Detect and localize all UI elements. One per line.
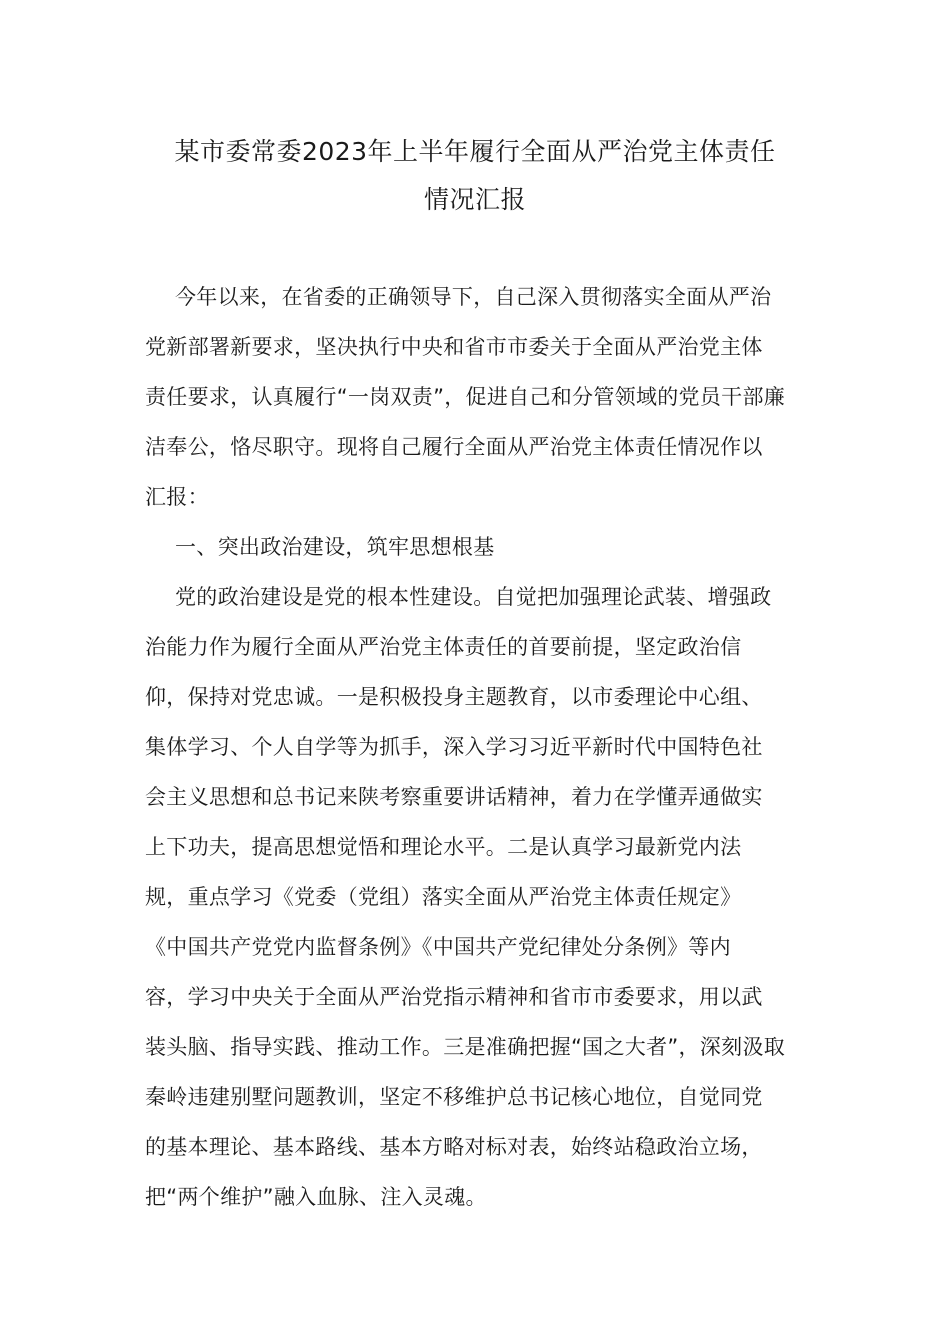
paragraph-line: 会主义思想和总书记来陕考察重要讲话精神，着力在学懂弄通做实	[145, 785, 763, 809]
document-body	[145, 272, 807, 1222]
paragraph-line: 今年以来，在省委的正确领导下，自己深入贯彻落实全面从严治	[175, 285, 772, 309]
title-line: 情况汇报	[423, 185, 526, 214]
paragraph-line: 仰，保持对党忠诚。一是积极投身主题教育，以市委理论中心组、	[145, 685, 763, 709]
paragraph-line: 集体学习、个人自学等为抓手，深入学习习近平新时代中国特色社	[145, 735, 763, 759]
paragraph-line: 容，学习中央关于全面从严治党指示精神和省市市委要求，用以武	[145, 985, 763, 1009]
paragraph-line: 上下功夫，提高思想觉悟和理论水平。二是认真学习最新党内法	[145, 835, 742, 859]
paragraph-line: 《中国共产党党内监督条例》《中国共产党纪律处分条例》等内	[145, 935, 731, 959]
paragraph-line: 洁奉公，恪尽职守。现将自己履行全面从严治党主体责任情况作以	[145, 435, 763, 459]
paragraph-line: 装头脑、指导实践、推动工作。三是准确把握“国之大者”，深刻汲取	[145, 1035, 786, 1059]
paragraph-line: 秦岭违建别墅问题教训，坚定不移维护总书记核心地位，自觉同党	[145, 1085, 763, 1109]
paragraph-line: 治能力作为履行全面从严治党主体责任的首要前提，坚定政治信	[145, 635, 742, 659]
paragraph-line: 责任要求，认真履行“一岗双责”，促进自己和分管领域的党员干部廉	[145, 385, 786, 409]
paragraph-line: 规，重点学习《党委（党组）落实全面从严治党主体责任规定》	[145, 885, 742, 909]
paragraph-line: 党的政治建设是党的根本性建设。自觉把加强理论武装、增强政	[175, 585, 772, 609]
paragraph-line: 党新部署新要求，坚决执行中央和省市市委关于全面从严治党主体	[145, 335, 763, 359]
document-title	[145, 128, 805, 224]
paragraph-line: 的基本理论、基本路线、基本方略对标对表，始终站稳政治立场，	[145, 1135, 763, 1159]
title-line: 某市委常委2023年上半年履行全面从严治党主体责任	[174, 137, 776, 166]
section-heading: 一、突出政治建设，筑牢思想根基	[175, 535, 495, 559]
paragraph-line: 把“两个维护”融入血脉、注入灵魂。	[145, 1185, 487, 1209]
paragraph-line: 汇报：	[145, 485, 209, 509]
